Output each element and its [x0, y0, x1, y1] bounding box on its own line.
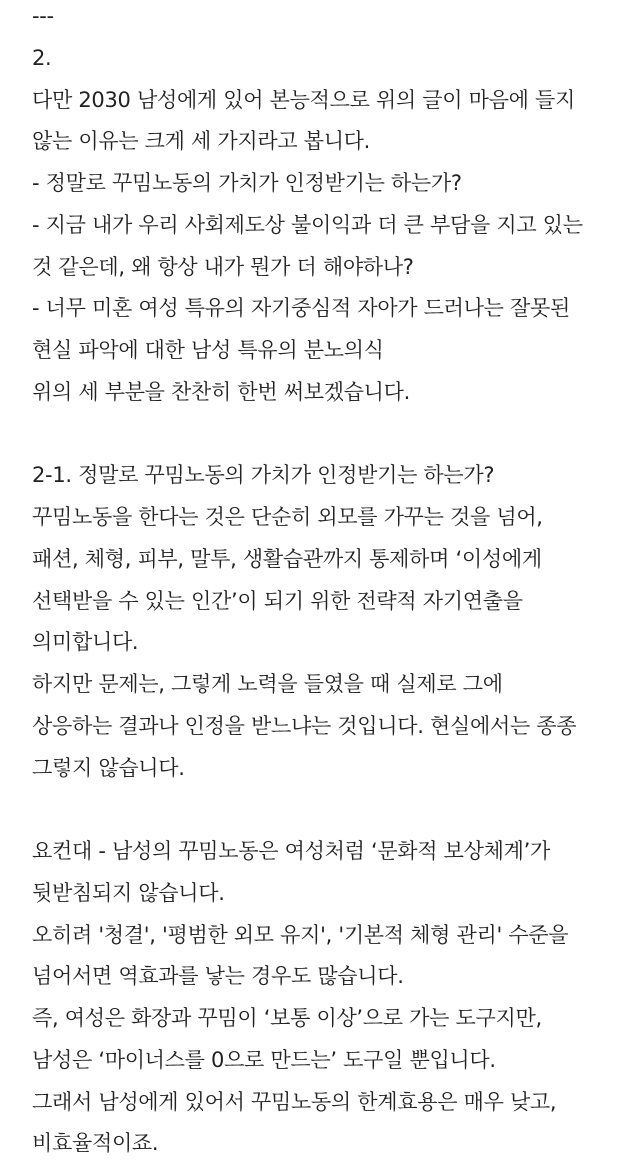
paragraph-line: 않는 이유는 크게 세 가지라고 봅니다. — [32, 129, 371, 153]
bullet-line: - 너무 미혼 여성 특유의 자기중심적 자아가 드러나는 잘못된 — [32, 296, 570, 320]
paragraph-line: 그래서 남성에게 있어서 꾸밈노동의 한계효용은 매우 낮고, — [32, 1090, 557, 1114]
paragraph-line: 위의 세 부분을 찬찬히 한번 써보겠습니다. — [32, 380, 411, 404]
separator-line: --- — [32, 4, 54, 28]
paragraph-line: 꾸밈노동을 한다는 것은 단순히 외모를 가꾸는 것을 넘어, — [32, 505, 543, 529]
paragraph-line: 패션, 체형, 피부, 말투, 생활습관까지 통제하며 ‘이성에게 — [32, 547, 542, 571]
bullet-line: 현실 파악에 대한 남성 특유의 분노의식 — [32, 338, 384, 362]
subsection-heading: 2-1. 정말로 꾸밈노동의 가치가 인정받기는 하는가? — [32, 463, 495, 487]
paragraph-line: 남성은 ‘마이너스를 0으로 만드는’ 도구일 뿐입니다. — [32, 1048, 496, 1072]
section-number: 2. — [32, 46, 52, 70]
paragraph-line: 뒷받침되지 않습니다. — [32, 881, 225, 905]
paragraph-line: 하지만 문제는, 그렇게 노력을 들였을 때 실제로 그에 — [32, 672, 503, 696]
paragraph-line: 비효율적이죠. — [32, 1131, 159, 1155]
paragraph-line: 선택받을 수 있는 인간’이 되기 위한 전략적 자기연출을 — [32, 589, 523, 613]
paragraph-line: 넘어서면 역효과를 낳는 경우도 많습니다. — [32, 964, 404, 988]
bullet-line: 것 같은데, 왜 항상 내가 뭔가 더 해야하나? — [32, 255, 414, 279]
paragraph-line: 요컨대 - 남성의 꾸밈노동은 여성처럼 ‘문화적 보상체계’가 — [32, 839, 550, 863]
paragraph-line: 상응하는 결과나 인정을 받느냐는 것입니다. 현실에서는 종종 — [32, 714, 577, 738]
paragraph-line: 다만 2030 남성에게 있어 본능적으로 위의 글이 마음에 들지 — [32, 88, 575, 112]
paragraph-line: 오히려 '청결', '평범한 외모 유지', '기본적 체형 관리' 수준을 — [32, 923, 569, 947]
paragraph-line: 의미합니다. — [32, 630, 139, 654]
bullet-line: - 지금 내가 우리 사회제도상 불이익과 더 큰 부담을 지고 있는 — [32, 213, 583, 237]
bullet-line: - 정말로 꾸밈노동의 가치가 인정받기는 하는가? — [32, 171, 462, 195]
paragraph-line: 그렇지 않습니다. — [32, 756, 185, 780]
paragraph-line: 즉, 여성은 화장과 꾸밈이 ‘보통 이상’으로 가는 도구지만, — [32, 1006, 542, 1030]
